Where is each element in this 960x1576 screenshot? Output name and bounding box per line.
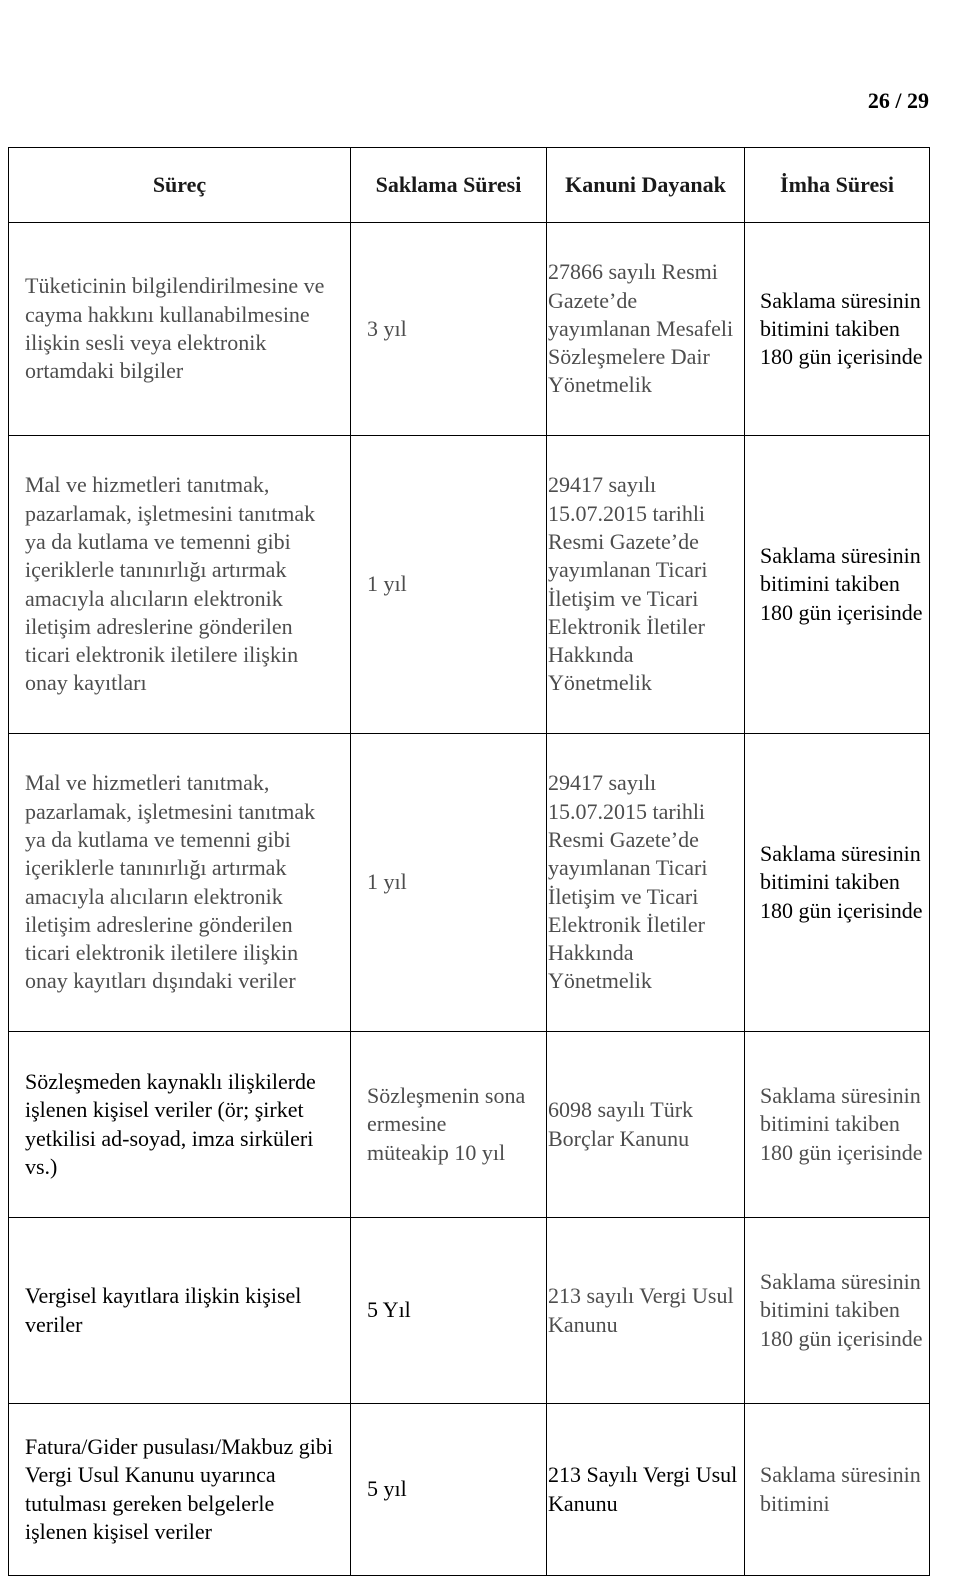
retention-cell: 5 Yıl (351, 1218, 547, 1404)
table-row (9, 734, 930, 1032)
retention-cell: 1 yıl (351, 734, 547, 1032)
page-number: 26 / 29 (867, 88, 929, 113)
retention-cell: 3 yıl (351, 223, 547, 436)
legal-basis-cell: 29417 sayılı 15.07.2015 tarihli Resmi Gazete’de yayımlanan Ticari İletişim ve Ticari Elektronik İletiler Hakkında Yönetmelik (547, 436, 745, 734)
process-cell: Mal ve hizmetleri tanıtmak, pazarlamak, işletmesini tanıtmak ya da kutlama ve temenni gibi içeriklerle tanınırlığı artırmak amacıyla alıcıların elektronik iletişim adreslerine gönderilen ticari elektronik iletilere ilişkin onay kayıtları dışındaki veriler (9, 734, 351, 1032)
destruction-cell: Saklama süresinin bitimini takiben 180 gün içerisinde (745, 223, 930, 436)
retention-table (8, 147, 930, 1576)
legal-basis-cell: 27866 sayılı Resmi Gazete’de yayımlanan Mesafeli Sözleşmelere Dair Yönetmelik (547, 223, 745, 436)
process-cell: Vergisel kayıtlara ilişkin kişisel veriler (9, 1218, 351, 1404)
legal-basis-cell: 6098 sayılı Türk Borçlar Kanunu (547, 1032, 745, 1218)
destruction-cell: Saklama süresinin bitimini takiben 180 gün içerisinde (745, 1032, 930, 1218)
process-cell: Sözleşmeden kaynaklı ilişkilerde işlenen kişisel veriler (ör; şirket yetkilisi ad-soyad, imza sirküleri vs.) (9, 1032, 351, 1218)
destruction-cell: Saklama süresinin bitimini takiben 180 gün içerisinde (745, 436, 930, 734)
table-row (9, 223, 930, 436)
process-cell: Fatura/Gider pusulası/Makbuz gibi Vergi Usul Kanunu uyarınca tutulması gereken belgelerle işlenen kişisel veriler (9, 1404, 351, 1576)
retention-cell: Sözleşmenin sona ermesine müteakip 10 yıl (351, 1032, 547, 1218)
destruction-cell: Saklama süresinin bitimini (745, 1404, 930, 1576)
table-row (9, 1404, 930, 1576)
header-process: Süreç (9, 148, 351, 223)
legal-basis-cell: 213 Sayılı Vergi Usul Kanunu (547, 1404, 745, 1576)
retention-cell: 5 yıl (351, 1404, 547, 1576)
header-destruction: İmha Süresi (745, 148, 930, 223)
process-cell: Tüketicinin bilgilendirilmesine ve cayma hakkını kullanabilmesine ilişkin sesli veya elektronik ortamdaki bilgiler (9, 223, 351, 436)
table-row (9, 1218, 930, 1404)
header-retention: Saklama Süresi (351, 148, 547, 223)
header-legal-basis: Kanuni Dayanak (547, 148, 745, 223)
table-row (9, 1032, 930, 1218)
retention-cell: 1 yıl (351, 436, 547, 734)
destruction-cell: Saklama süresinin bitimini takiben 180 gün içerisinde (745, 1218, 930, 1404)
process-cell: Mal ve hizmetleri tanıtmak, pazarlamak, işletmesini tanıtmak ya da kutlama ve temenni gibi içeriklerle tanınırlığı artırmak amacıyla alıcıların elektronik iletişim adreslerine gönderilen ticari elektronik iletilere ilişkin onay kayıtları (9, 436, 351, 734)
table-row (9, 436, 930, 734)
legal-basis-cell: 213 sayılı Vergi Usul Kanunu (547, 1218, 745, 1404)
table-header-row (9, 148, 930, 223)
destruction-cell: Saklama süresinin bitimini takiben 180 gün içerisinde (745, 734, 930, 1032)
legal-basis-cell: 29417 sayılı 15.07.2015 tarihli Resmi Gazete’de yayımlanan Ticari İletişim ve Ticari Elektronik İletiler Hakkında Yönetmelik (547, 734, 745, 1032)
